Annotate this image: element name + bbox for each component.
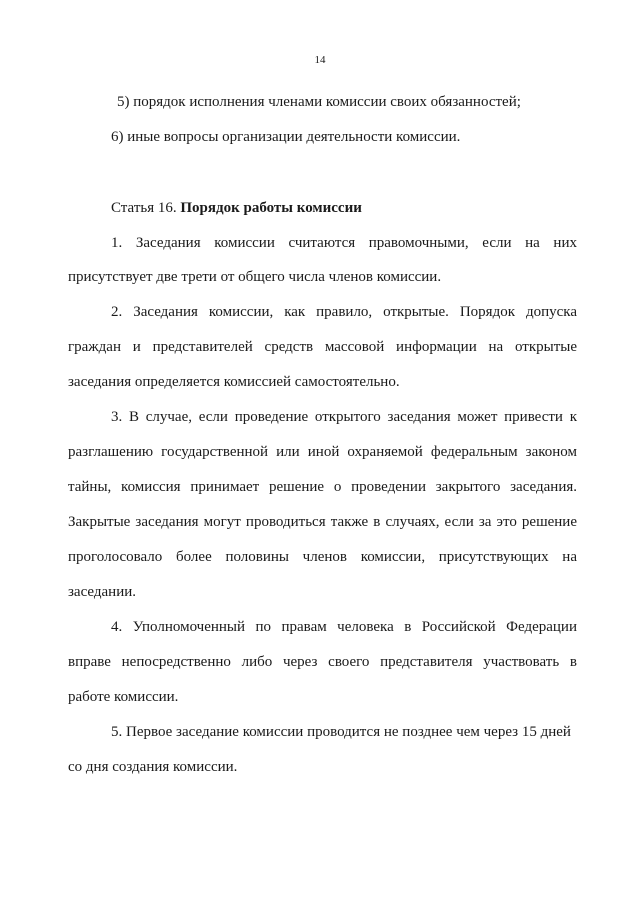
paragraph-3-line-3: тайны, комиссия принимает решение о проведении закрытого заседания. (68, 479, 577, 495)
paragraph-5-line-2: со дня создания комиссии. (68, 759, 238, 775)
paragraph-5-line-1: 5. Первое заседание комиссии проводится не позднее чем через 15 дней (111, 724, 571, 740)
paragraph-2-line-2: граждан и представителей средств массовой информации на открытые (68, 339, 577, 355)
article-title: Порядок работы комиссии (180, 200, 362, 216)
page-number: 14 (314, 54, 326, 66)
paragraph-3-line-4: Закрытые заседания могут проводиться также в случаях, если за это решение (68, 514, 577, 530)
paragraph-1-line-1: 1. Заседания комиссии считаются правомочными, если на них (111, 235, 577, 251)
paragraph-1-line-2: присутствует две трети от общего числа членов комиссии. (68, 269, 442, 285)
paragraph-2-line-1: 2. Заседания комиссии, как правило, открытые. Порядок допуска (111, 304, 577, 320)
paragraph-3-line-1: 3. В случае, если проведение открытого заседания может привести к (111, 409, 577, 425)
paragraph-4-line-1: 4. Уполномоченный по правам человека в Российской Федерации (111, 619, 577, 635)
list-item-6: 6) иные вопросы организации деятельности комиссии. (111, 129, 461, 145)
paragraph-4-line-2: вправе непосредственно либо через своего представителя участвовать в (68, 654, 577, 670)
paragraph-3-line-2: разглашению государственной или иной охраняемой федеральным законом (68, 444, 577, 460)
article-number: Статья 16. (111, 200, 177, 216)
paragraph-3-line-5: проголосовало более половины членов комиссии, присутствующих на (68, 549, 577, 565)
list-item-5: 5) порядок исполнения членами комиссии своих обязанностей; (117, 94, 521, 110)
paragraph-2-line-3: заседания определяется комиссией самостоятельно. (68, 374, 400, 390)
article-heading (111, 200, 362, 217)
paragraph-3-line-6: заседании. (68, 584, 137, 600)
paragraph-4-line-3: работе комиссии. (68, 689, 179, 705)
